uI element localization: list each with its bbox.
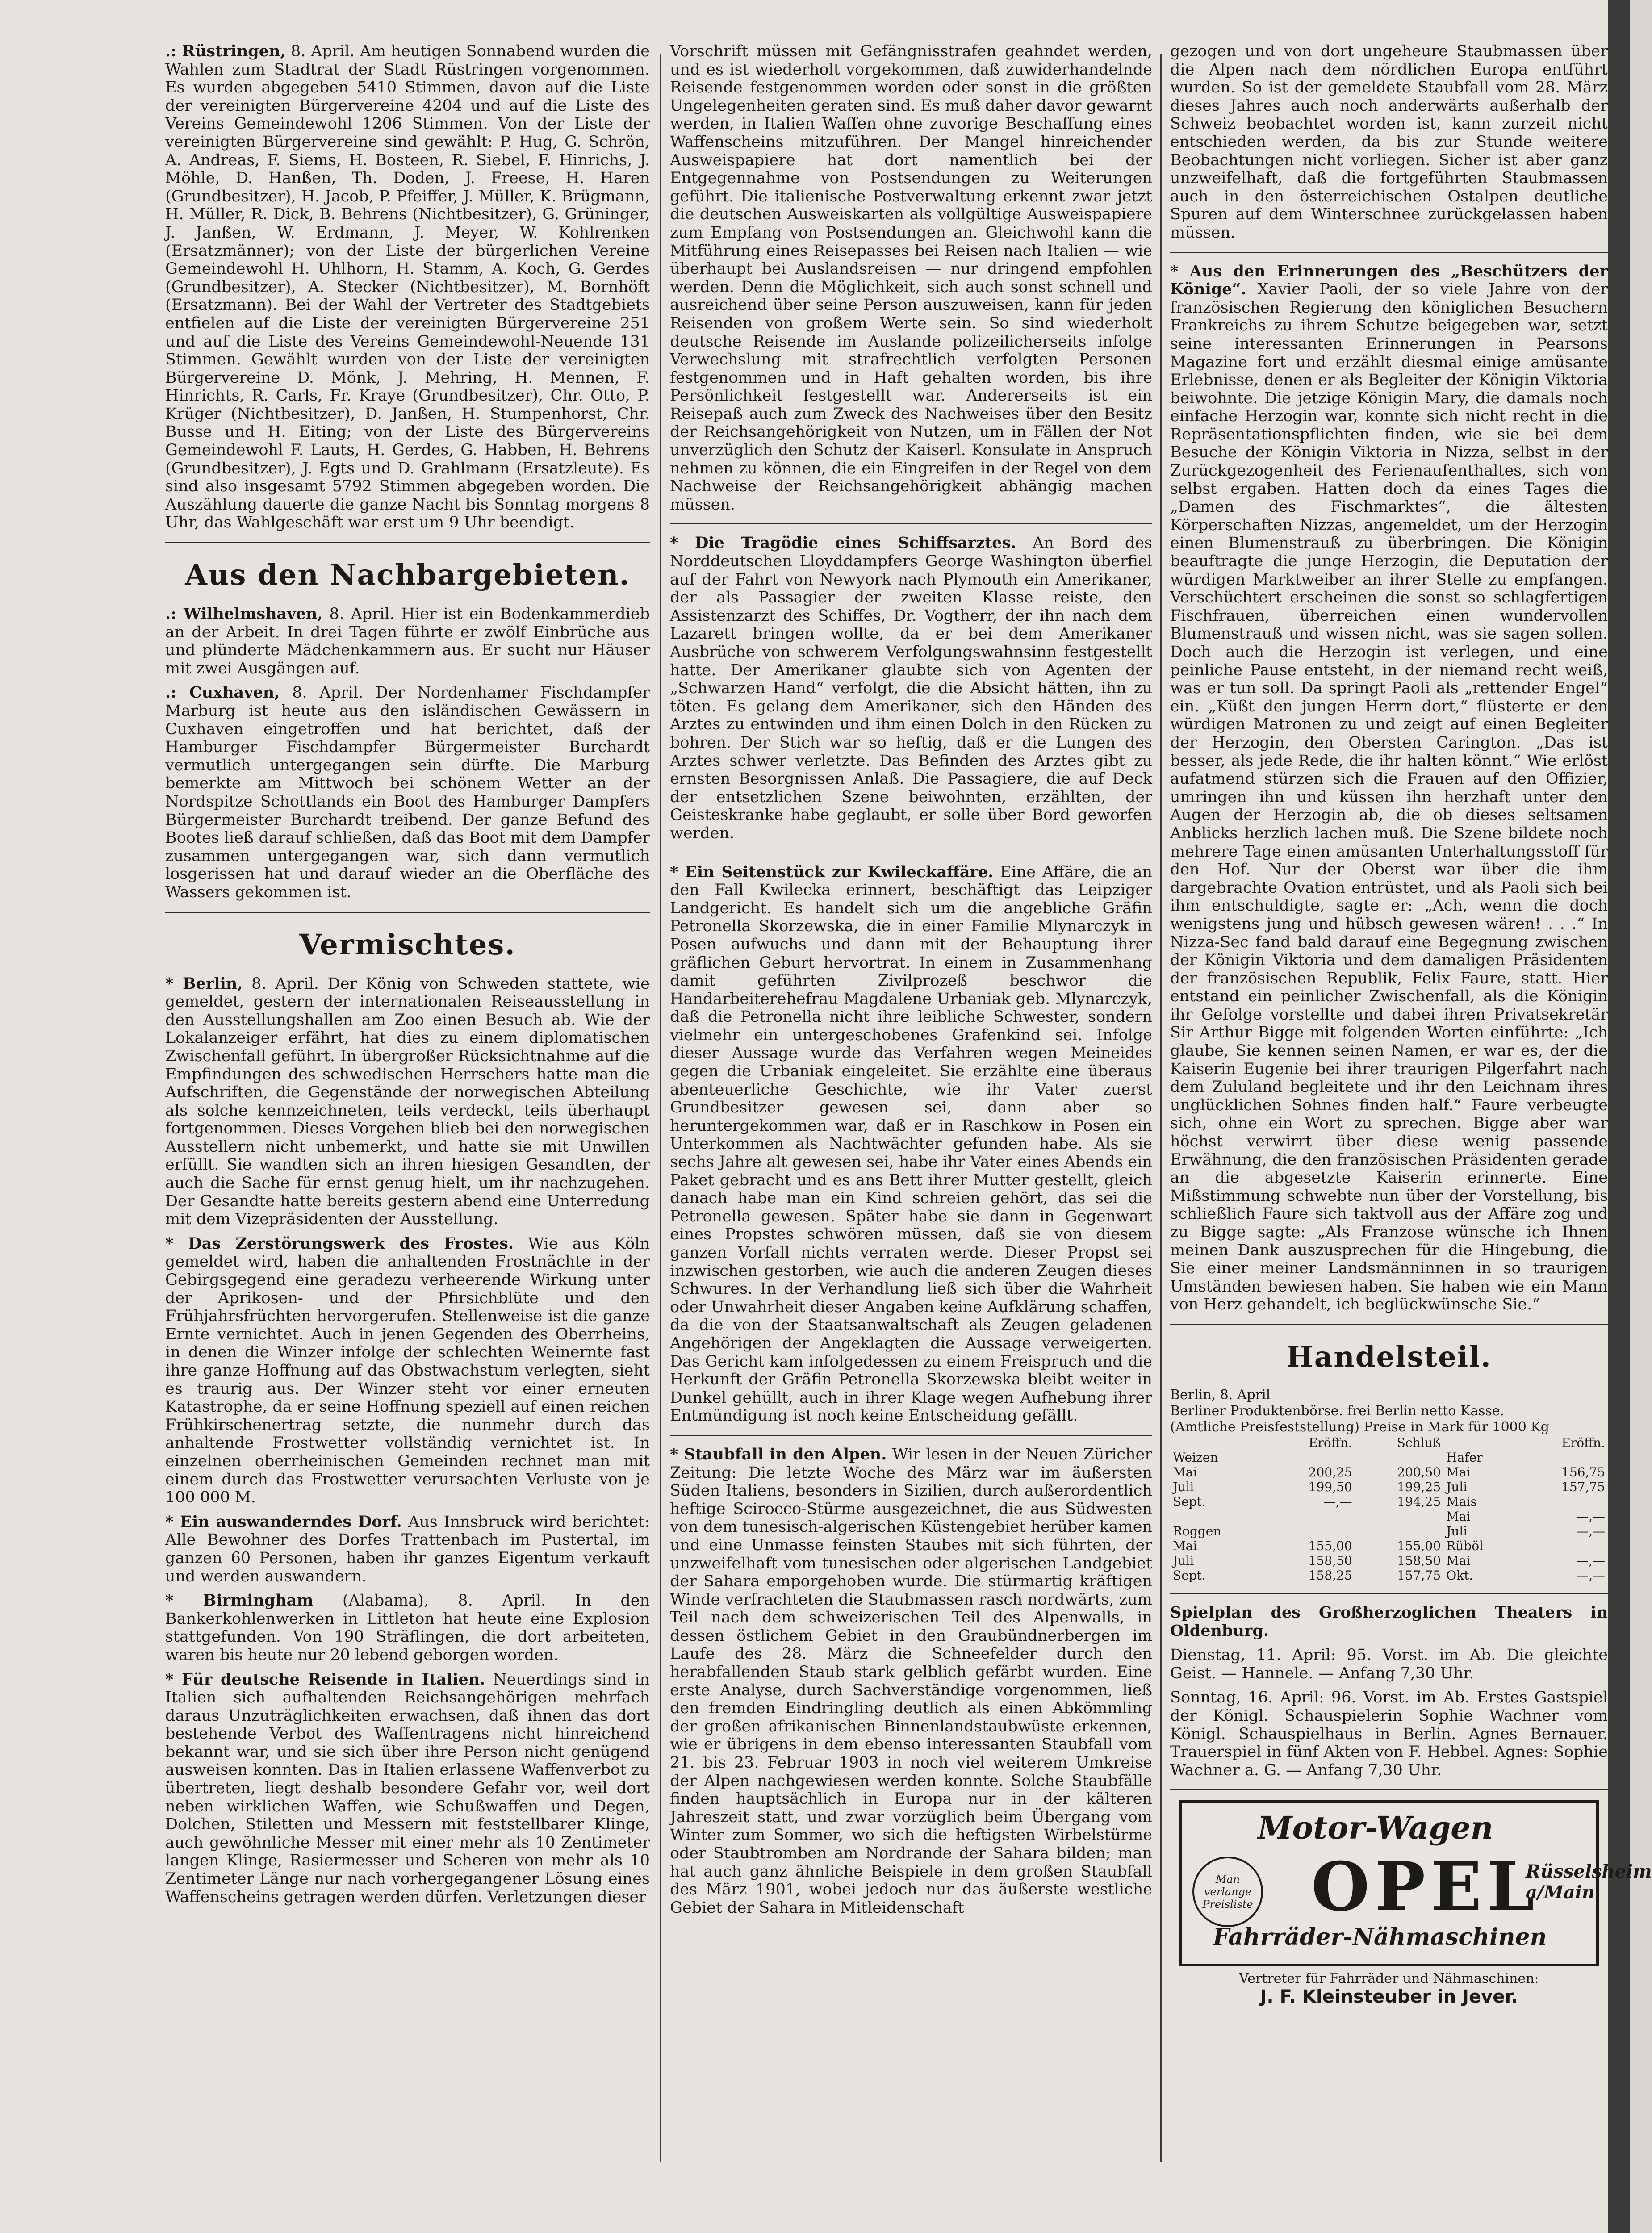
market-table-header: Eröffn. Schluß Eröffn. <box>1309 1435 1605 1450</box>
article: * Für deutsche Reisende in Italien. Neuerdings sind in Italien sich aufhaltenden Reichsangehörigen mehrfach daraus Unzuträglichkeiten erwachsen, daß ihnen das dort bestehende Verbot des Waffentragens nicht hinreichend bekannt war, und sie sich über ihre Person nicht genügend ausweisen konnten. Das in Italien erlassene Waffenverbot zu übertreten, liegt deshalb besondere Gefahr vor, weil dort neben wirklichen Waffen, wie Schußwaffen und Degen, Dolchen, Stiletten und Messern mit feststellbarer Klinge, auch gewöhnliche Messer mit einer mehr als 10 Zentimeter langen Klinge, Rasiermesser und Scheren von mehr als 10 Zentimeter Länge nur nach vorhergegangener Lösung eines Waffenscheins getragen werden dürfen. Verletzungen dieser <box>165 1670 650 1906</box>
market-cell: 194,25 <box>1397 1494 1441 1509</box>
section-heading: Handelsteil. <box>1286 1340 1492 1374</box>
market-cell: 200,50 <box>1397 1464 1441 1480</box>
market-note: (Amtliche Preisfeststellung) Preise in Mark für 1000 Kg <box>1170 1419 1550 1435</box>
article: gezogen und von dort ungeheure Staubmassen über die Alpen nach dem nördlichen Europa entführt wurden. So ist der gemeldete Staubfall vom 28. März dieses Jahres auch noch anderwärts außerhalb der Schweiz beobachtet worden ist, kann zurzeit nicht entschieden werden, da bis zur Stunde weitere Beobachtungen nicht vorliegen. Sicher ist aber ganz unzweifelhaft, daß die fortgeführten Staubmassen auch in den österreichischen Ostalpen deutliche Spuren auf dem Winterschnee zurückgelassen haben müssen. <box>1170 42 1608 242</box>
market-cell <box>1520 1494 1608 1509</box>
separator <box>1170 1324 1608 1325</box>
ad-location: Rüsselsheim a/Main <box>1526 1861 1652 1903</box>
article: * Aus den Erinnerungen des „Beschützers der Könige“. Xavier Paoli, der so viele Jahre von der französischen Regierung den königlichen Besuchern Frankreichs zu ihrem Schutze beigegeben war, setzt seine interessanten Erinnerungen in Pearsons Magazine fort und erzählt diesmal einige amüsante Erlebnisse, denen er als Begleiter der Königin Viktoria beiwohnte. Die jetzige Königin Mary, die damals noch einfache Herzogin war, konnte sich nicht recht in die Repräsentationspflichten finden, wie sie bei dem Besuche der Königin Viktoria in Nizza, selbst in der Zurückgezogenheit des Ferienaufenthaltes, sich von selbst ergaben. Hatten doch da eines Tages die „Damen des Fischmarktes“, die ältesten Körperschaften Nizzas, angemeldet, um der Herzogin einen Blumenstrauß zu überbringen. Die Königin beauftragte die junge Herzogin, die Deputation der würdigen Marktweiber an ihrer Stelle zu empfangen. Verschüchtert erscheinen die sonst so schlagfertigen Fischfrauen, überreichen einen wundervollen Blumenstrauß und wissen nicht, was sie sagen sollen. Doch auch die Herzogin ist verlegen, und eine peinliche Pause entsteht, in der niemand recht weiß, was er tun soll. Da springt Paoli als „rettender Engel“ ein. „Küßt den jungen Herrn dort,“ flüsterte er den würdigen Matronen zu und zeigt auf einen Begleiter der Herzogin, den Obersten Carington. „Das ist besser, als jede Rede, die ihr halten könnt.“ Wie erlöst aufatmend stürzen sich die Frauen auf den Offizier, umringen ihn und küssen ihn herzhaft unter den Augen der Herzogin ab, die ob dieses seltsamen Anblicks herzlich lachen muß. Die Szene bildete noch mehrere Tage einen amüsanten Unterhaltungsstoff für den Hof. Nur der Oberst war über die ihm dargebrachte Ovation entrüstet, und als Paoli sich bei ihm entschuldigte, sagte er: „Ach, wenn die doch wenigstens jung und hübsch gewesen wären! . . .“ In Nizza-Sec fand bald darauf eine Begegnung zwischen der Königin Viktoria und dem damaligen Präsidenten der französischen Republik, Felix Faure, statt. Hier entstand ein peinlicher Zwischenfall, als die Königin ihr Gefolge vorstellte und dabei ihren Privatsekretär Sir Arthur Bigge mit folgenden Worten einführte: „Ich glaube, Sie kennen seinen Namen, er war es, der die Kaiserin Eugenie bei ihrer traurigen Pilgerfahrt nach dem Zululand begleitete und ihr den Leichnam ihres unglücklichen Sohnes finden half.“ Faure verbeugte sich, ohne ein Wort zu sprechen. Bigge aber war höchst verwirrt über diese wenig passende Erwähnung, die den französischen Präsidenten gerade an die abgesetzte Kaiserin erinnerte. Eine Mißstimmung schwebte nun über der Vorstellung, bis schließlich Faure sich taktvoll aus der Affäre zog und zu Bigge sagte: „Als Franzose wünsche ich Ihnen meinen Dank auszusprechen für die Hingebung, die Sie einer meiner Landsmänninnen in so traurigen Umständen bewiesen haben. Sie haben wie ein Mann von Herz gehandelt, ich beglückwünsche Sie.“ <box>1170 262 1608 1314</box>
separator <box>1170 1789 1608 1790</box>
market-row <box>1170 1568 1608 1583</box>
market-row <box>1170 1494 1608 1509</box>
market-cell: Mai <box>1446 1464 1471 1480</box>
opel-advertisement <box>1179 1800 1652 1966</box>
market-cell <box>1520 1450 1608 1465</box>
article: Vorschrift müssen mit Gefängnisstrafen geahndet werden, und es ist wiederholt vorgekommen, daß zuwiderhandelnde Reisende festgenommen worden oder sonst in die größten Ungelegenheiten geraten sind. Es muß daher davor gewarnt werden, in Italien Waffen ohne zuvorige Beschaffung eines Waffenscheins mitzuführen. Der Mangel hinreichender Ausweispapiere hat dort namentlich bei der Entgegennahme von Postsendungen zu Weiterungen geführt. Die italienische Postverwaltung erkennt zwar jetzt die deutschen Ausweiskarten als vollgültige Ausweispapiere zum Empfang von Postsendungen an. Gleichwohl kann die Mitführung eines Reisepasses bei Reisen nach Italien — wie überhaupt bei Auslandsreisen — nur dringend empfohlen werden. Denn die Möglichkeit, sich auch sonst schnell und ausreichend über seine Person auszuweisen, kann für jeden Reisenden von großem Werte sein. So sind wiederholt deutsche Reisende im Auslande polizeilicherseits infolge Verwechslung mit strafrechtlich verfolgten Personen festgenommen und in Haft gehalten worden, bis ihre Persönlichkeit festgestellt war. Andererseits ist ein Reisepaß auch zum Zweck des Nachweises über den Besitz der Reichsangehörigkeit von Nutzen, um in Fällen der Not unverzüglich den Schutz der Kaiserl. Konsulate in Anspruch nehmen zu können, die ein Eingreifen in der Regel von dem Nachweise der Reichsangehörigkeit abhängig machen müssen. <box>670 42 1152 514</box>
market-row <box>1170 1539 1608 1553</box>
separator <box>165 542 650 543</box>
market-cell: 158,50 <box>1397 1553 1441 1568</box>
market-cell: 157,75 <box>1397 1568 1441 1583</box>
ad-tagline: Motor-Wagen <box>1258 1809 1493 1847</box>
market-cell <box>1355 1509 1444 1524</box>
market-cell: Sept. <box>1173 1568 1206 1583</box>
separator <box>670 1435 1152 1436</box>
separator <box>1170 252 1608 253</box>
market-row <box>1170 1509 1608 1524</box>
market-cell <box>1520 1539 1608 1553</box>
separator <box>165 912 650 913</box>
article: * Das Zerstörungswerk des Frostes. Wie aus Köln gemeldet wird, haben die anhaltenden Frostnächte in der Gebirgsgegend eine geradezu verheerende Wirkung unter der Aprikosen- und der Pfirsichblüte und den Frühjahrsfrüchten hervorgerufen. Stellenweise ist die ganze Ernte vernichtet. Auch in jenen Gegenden des Oberrheins, in denen die Winzer infolge der schlechten Weinernte fast ihre ganze Hoffnung auf das Obstwachstum verlegten, sieht es traurig aus. Der Winzer steht vor einer erneuten Katastrophe, da er seine Hoffnung speziell auf einen reichen Frühkirschenertrag setzte, die nunmehr durch das anhaltende Frostwetter vollständig vernichtet ist. In einzelnen oberrheinischen Gemeinden rechnet man mit einem durch das Frostwetter verursachten Verluste von je 100 000 M. <box>165 1234 650 1507</box>
market-cell: Juli <box>1446 1479 1468 1494</box>
market-row <box>1170 1465 1608 1480</box>
column-rule <box>660 54 661 2162</box>
column-3 <box>1170 42 1652 2233</box>
market-cell: —,— <box>1576 1568 1605 1583</box>
market-cell: Okt. <box>1446 1568 1473 1583</box>
section-heading: Vermischtes. <box>299 928 516 962</box>
market-cell: —,— <box>1576 1523 1605 1539</box>
article: * Die Tragödie eines Schiffsarztes. An Bord des Norddeutschen Lloyddampfers George Washington überfiel auf der Fahrt von Newyork nach Plymouth ein Amerikaner, der als Passagier der zweiten Klasse reiste, den Assistenzarzt des Schiffes, Dr. Vogtherr, der ihn nach dem Lazarett bringen wollte, da er bei dem Amerikaner Ausbrüche von schwerem Verfolgungswahnsinn festgestellt hatte. Der Amerikaner glaubte sich von Agenten der „Schwarzen Hand“ verfolgt, die die Absicht hätten, ihn zu töten. Es gelang dem Amerikaner, sich den Händen des Arztes zu entwinden und ihm einen Dolch in den Rücken zu bohren. Der Stich war so heftig, daß er die Lungen des Arztes schwer verletzte. Das Befinden des Arztes gibt zu ernsten Besorgnissen Anlaß. Die Passagiere, die auf Deck der entsetzlichen Szene beiwohnten, erzählten, der Geisteskranke habe geglaubt, er solle über Bord geworfen werden. <box>670 534 1152 842</box>
section-heading: Aus den Nachbargebieten. <box>185 558 630 592</box>
article: * Staubfall in den Alpen. Wir lesen in der Neuen Züricher Zeitung: Die letzte Woche des März war im äußersten Süden Italiens, besonders in Sizilien, durch außerordentlich heftige Scirocco-Stürme ausgezeichnet, die aus Südwesten von dem tunesisch-algerischen Küstengebiet herüber kamen und eine Unmasse feinsten Staubes mit sich führten, der unzweifelhaft vom tunesischen oder algerischen Landgebiet der Sahara emporgehoben wurde. Die stürmartig kräftigen Winde verfrachteten die Staubmassen rasch nordwärts, zum Teil nach dem schweizerischen Teil des Alpenwalls, in dessen östlichem Gebiet in den Graubündnerbergen im Laufe des 28. März die Schneefelder durch den herabfallenden Staub stark gelblich gefärbt wurden. Eine erste Analyse, durch Sachverständige vorgenommen, ließ den fremden Eindringling deutlich als einen Abkömmling der großen afrikanischen Binnenlandstaubwüste erkennen, wie er übrigens in dem ebenso interessanten Staubfall vom 21. bis 23. Februar 1903 in noch viel weiterem Umkreise der Alpen nachgewiesen werden konnte. Solche Staubfälle finden hauptsächlich in Europa nur in der kälteren Jahreszeit statt, und zwar vorzüglich beim Übergang vom Winter zum Sommer, wo sich die heftigsten Wirbelstürme oder Staubtromben am Nordrande der Sahara bilden; man hat auch ganz ähnliche Beispiele in dem großen Staubfall des März 1901, wobei jedoch nur das äußerste westliche Gebiet der Sahara in Mitleidenschaft <box>670 1445 1152 1917</box>
market-cell: Mai <box>1173 1464 1197 1480</box>
ad-agent-name: J. F. Kleinsteuber in Jever. <box>1260 1986 1518 2007</box>
market-cell: Rüböl <box>1446 1538 1484 1553</box>
theater-entry: Dienstag, 11. April: 95. Vorst. im Ab. Die gleichte Geist. — Hannele. — Anfang 7,30 Uhr. <box>1170 1646 1608 1682</box>
market-cell: 157,75 <box>1561 1479 1605 1494</box>
article: * Ein auswanderndes Dorf. Aus Innsbruck wird berichtet: Alle Bewohner des Dorfes Trattenbach im Pustertal, im ganzen 60 Personen, haben ihr ganzes Eigentum verkauft und werden auswandern. <box>165 1512 650 1585</box>
market-table <box>1170 1435 1608 1583</box>
market-cell <box>1355 1524 1444 1539</box>
market-cell: Sept. <box>1173 1494 1206 1509</box>
column-rule <box>1160 54 1162 2162</box>
article: .: Wilhelmshaven, 8. April. Hier ist ein Bodenkammerdieb an der Arbeit. In drei Tagen führte er zwölf Einbrüche aus und plünderte Mädchenkammern aus. Er sucht nur Häuser mit zwei Ausgängen auf. <box>165 605 650 677</box>
market-row <box>1170 1450 1608 1465</box>
market-cell: Mais <box>1446 1494 1477 1509</box>
separator <box>1170 1593 1608 1594</box>
market-header <box>1170 1387 1608 1435</box>
market-cell: 200,25 <box>1308 1464 1352 1480</box>
ad-agent-label: Vertreter für Fahrräder und Nähmaschinen: <box>1239 1971 1539 1987</box>
market-cell: Weizen <box>1173 1450 1218 1465</box>
ad-brand-logo: OPEL <box>1311 1848 1540 1927</box>
market-cell: 199,50 <box>1308 1479 1352 1494</box>
market-exchange: Berliner Produktenbörse. frei Berlin netto Kasse. <box>1170 1403 1505 1419</box>
market-cell: Juli <box>1446 1523 1468 1539</box>
ad-pricelist-badge: Man verlange Preisliste <box>1192 1857 1263 1927</box>
article: * Ein Seitenstück zur Kwileckaffäre. Eine Affäre, die an den Fall Kwilecka erinnert, beschäftigt das Leipziger Landgericht. Es handelt sich um die angebliche Gräfin Petronella Skorzewska, die in einer Familie Mlynarczyk in Posen aufwuchs und dann mit der Behauptung ihrer gräflichen Geburt hervortrat. In einem in Zusammenhang damit geführten Zivilprozeß beschwor die Handarbeiterehefrau Magdalene Urbaniak geb. Mlynarczyk, daß die Petronella nicht ihre leibliche Schwester, sondern vielmehr ein untergeschobenes Grafenkind sei. Infolge dieser Aussage wurde das Verfahren wegen Meineides gegen die Urbaniak eingeleitet. Sie erzählte eine überaus abenteuerliche Geschichte, wie ihr Vater zuerst Grundbesitzer gewesen sei, dann aber so heruntergekommen war, daß er in Raschkow in Posen ein Unterkommen als Nachtwächter gefunden habe. Als sie sechs Jahre alt gewesen sei, habe ihr Vater eines Abends ein Paket gebracht und es ans Bett ihrer Mutter gestellt, gleich danach habe man ein Kind schreien gehört, das sei die Petronella gewesen. Später habe sie dann in Gegenwart eines Propstes schwören müssen, daß sie von diesem ganzen Vorfall nichts verraten werde. Dieser Propst sei inzwischen gestorben, wie auch die anderen Zeugen dieses Schwures. In der Verhandlung ließ sich über die Wahrheit oder Unwahrheit dieser Angaben keine Aufklärung schaffen, da die von der Staatsanwaltschaft als Zeugen geladenen Angehörigen der Angeklagten die Aussage verweigerten. Das Gericht kam infolgedessen zu einem Freispruch und die Herkunft der Gräfin Petronella Skorzewska bleibt weiter in Dunkel gehüllt, auch in ihrer Klage wegen Aufhebung ihrer Entmündigung ist noch keine Entscheidung gefällt. <box>670 862 1152 1425</box>
article: .: Rüstringen, 8. April. Am heutigen Sonnabend wurden die Wahlen zum Stadtrat der Stadt Rüstringen vorgenommen. Es wurden abgegeben 5410 Stimmen, davon auf die Liste der vereinigten Bürgervereine 4204 und auf die Liste des Vereins Gemeindewohl 1206 Stimmen. Von der Liste der vereinigten Bürgervereine sind gewählt: P. Hug, G. Schrön, A. Andreas, F. Siems, H. Bosteen, R. Siebel, F. Hinrichs, J. Möhle, D. Hanßen, Th. Doden, J. Freese, H. Haren (Grundbesitzer), H. Jacob, P. Pfeiffer, J. Müller, K. Brügmann, H. Müller, R. Dick, B. Behrens (Nichtbesitzer), G. Grüninger, J. Janßen, W. Erdmann, J. Meyer, W. Kohlrenken (Ersatzmänner); von der Liste der bürgerlichen Vereine Gemeindewohl H. Uhlhorn, H. Stamm, A. Koch, G. Gerdes (Grundbesitzer), A. Stecker (Nichtbesitzer), M. Bornhöft (Ersatzmann). Bei der Wahl der Vertreter des Stadtgebiets entfielen auf die Liste der vereinigten Bürgervereine 251 und auf die Liste des Vereins Gemeindewohl-Neuende 131 Stimmen. Gewählt wurden von der Liste der vereinigten Bürgervereine D. Mönk, J. Mehring, H. Mennen, F. Hinrichts, R. Carls, Fr. Kraye (Grundbesitzer), Chr. Otto, P. Krüger (Nichtbesitzer), D. Janßen, H. Stumpenhorst, Chr. Busse und H. Eiting; von der Liste des Bürgervereins Gemeindewohl F. Lauts, H. Gerdes, G. Habben, H. Behrens (Grundbesitzer), J. Egts und D. Grahlmann (Ersatzleute). Es sind also insgesamt 5792 Stimmen abgegeben worden. Die Auszählung dauerte die ganze Nacht bis Sonntag morgens 8 Uhr, das Wahlgeschäft war erst um 9 Uhr beendigt. <box>165 42 650 532</box>
market-cell: Juli <box>1173 1553 1194 1568</box>
market-cell: Mai <box>1446 1509 1471 1524</box>
market-row <box>1170 1553 1608 1568</box>
market-cell: Roggen <box>1173 1523 1221 1539</box>
market-cell <box>1170 1509 1267 1524</box>
market-cell: 158,25 <box>1308 1568 1352 1583</box>
separator <box>670 523 1152 524</box>
article: * Birmingham (Alabama), 8. April. In den Bankerkohlenwerken in Littleton hat heute eine Explosion stattgefunden. Von 190 Sträflingen, die dort arbeiteten, waren bis heute nur 20 lebend geborgen worden. <box>165 1591 650 1664</box>
article: .: Cuxhaven, 8. April. Der Nordenhamer Fischdampfer Marburg ist heute aus den isländischen Gewässern in Cuxhaven eingetroffen und hat berichtet, daß der Hamburger Fischdampfer Bürgermeister Burchardt vermutlich untergegangen sein dürfte. Die Marburg bemerkte am Mittwoch bei schönem Wetter an der Nordspitze Schottlands ein Boot des Hamburger Dampfers Bürgermeister Burchardt treibend. Der ganze Befund des Bootes ließ darauf schließen, daß das Boot mit dem Dampfer zusammen untergegangen war, sich dann vermutlich losgerissen hat und darauf wieder an die Oberfläche des Wassers gekommen ist. <box>165 683 650 901</box>
theater-entry: Sonntag, 16. April: 96. Vorst. im Ab. Erstes Gastspiel der Königl. Schauspielerin Sophie Wachner vom Königl. Schauspielhaus in Berlin. Agnes Bernauer. Trauerspiel in fünf Akten von F. Hebbel. Agnes: Sophie Wachner a. G. — Anfang 7,30 Uhr. <box>1170 1689 1608 1779</box>
market-cell: —,— <box>1323 1494 1352 1509</box>
column-2 <box>670 42 1152 2233</box>
ad-products: Fahrräder-Nähmaschinen <box>1213 1924 1547 1951</box>
market-cell: 156,75 <box>1561 1464 1605 1480</box>
market-cell: Juli <box>1173 1479 1194 1494</box>
market-cell: 158,50 <box>1308 1553 1352 1568</box>
market-cell <box>1355 1450 1444 1465</box>
column-1 <box>165 42 650 2233</box>
theater-title: Spielplan des Großherzoglichen Theaters in Oldenburg. <box>1170 1603 1608 1640</box>
market-cell <box>1267 1450 1355 1465</box>
market-cell: 155,00 <box>1397 1538 1441 1553</box>
market-location: Berlin, 8. April <box>1170 1387 1271 1403</box>
market-cell: 199,25 <box>1397 1479 1441 1494</box>
market-cell: Mai <box>1446 1553 1471 1568</box>
market-row <box>1170 1524 1608 1539</box>
market-cell: 155,00 <box>1308 1538 1352 1553</box>
article: * Berlin, 8. April. Der König von Schweden stattete, wie gemeldet, gestern der internationalen Reiseausstellung in den Ausstellungshallen am Zoo einen Besuch ab. Wie der Lokalanzeiger erfährt, hat dies zu einem diplomatischen Zwischenfall geführt. In übergroßer Rücksichtnahme auf die Empfindungen des schwedischen Herrschers hatte man die Aufschriften, die Gegenstände der norwegischen Abteilung als solche kennzeichneten, teils verdeckt, teils überhaupt fortgenommen. Dieses Vorgehen blieb bei den norwegischen Ausstellern nicht unbemerkt, und hatte sie mit Unwillen erfüllt. Sie wandten sich an ihren hiesigen Gesandten, der auch die Sache für ernst genug hielt, um ihr nachzugehen. Der Gesandte hatte bereits gestern abend eine Unterredung mit dem Vizepräsidenten der Ausstellung. <box>165 974 650 1229</box>
market-cell <box>1267 1524 1355 1539</box>
market-row <box>1170 1480 1608 1494</box>
market-cell: —,— <box>1576 1553 1605 1568</box>
market-cell <box>1267 1509 1355 1524</box>
market-cell: Mai <box>1173 1538 1197 1553</box>
market-cell: —,— <box>1576 1509 1605 1524</box>
market-cell: Hafer <box>1446 1450 1483 1465</box>
